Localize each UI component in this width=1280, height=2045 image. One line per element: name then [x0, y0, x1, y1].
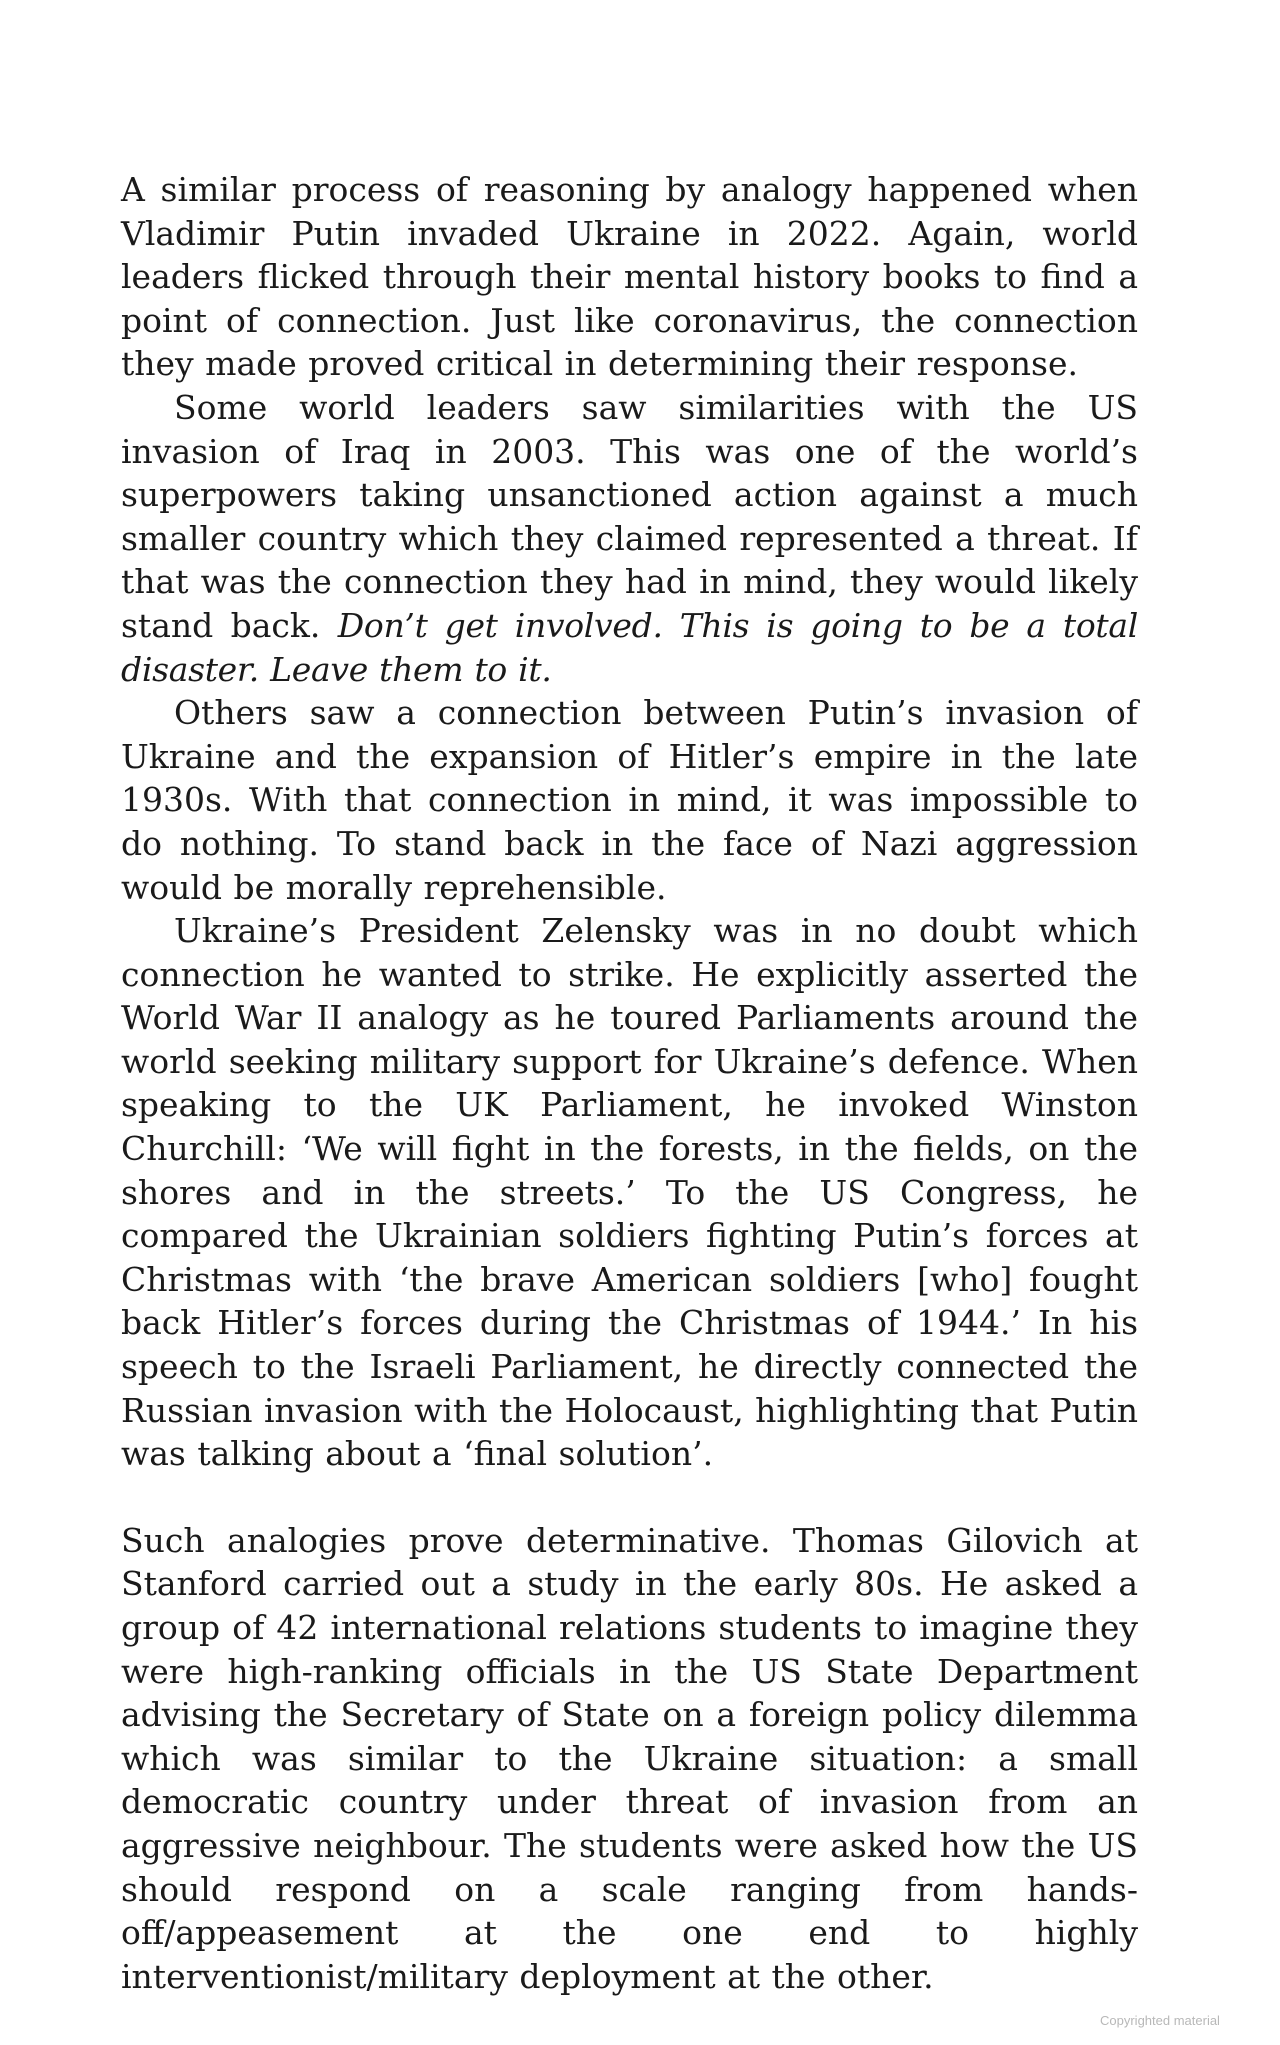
paragraph-putin-analogy [121, 168, 1138, 386]
paragraph-text: A similar process of reasoning by analogy happened when Vladimir Putin invaded Ukraine in 2022. Again, world leaders flicked through their mental history books to find a point of connection. Just like coronavirus, the connection they made proved critical in determining their response. [121, 170, 1138, 384]
paragraph-text: Such analogies prove determinative. Thomas Gilovich at Stanford carried out a study in the early 80s. He asked a group of 42 international relations students to imagine they were high-ranking officials in the US State Department advising the Secretary of State on a foreign policy dilemma which was similar to the Ukraine situation: a small democratic country under threat of invasion from an aggressive neighbour. The students were asked how the US should respond on a scale ranging from hands-off/appeasement at the one end to highly interventionist/military deployment at the other. [121, 1520, 1138, 1996]
paragraph-gilovich-study [121, 1519, 1138, 1999]
paragraph-hitler-comparison [121, 691, 1138, 909]
book-page-body [121, 168, 1138, 1998]
copyright-watermark: Copyrighted material [1100, 2013, 1220, 2028]
paragraph-text: Some world leaders saw similarities with the US invasion of Iraq in 2003. This was one of the world’s superpowers taking unsanctioned action against a much smaller country which they claimed represented a threat. If that was the connection they had in mind, they would likely stand back. [121, 387, 1138, 645]
paragraph-text: Others saw a connection between Putin’s invasion of Ukraine and the expansion of Hitler’s empire in the late 1930s. With that connection in mind, it was impossible to do nothing. To stand back in the face of Nazi aggression would be morally reprehensible. [121, 693, 1138, 907]
paragraph-text: Ukraine’s President Zelensky was in no doubt which connection he wanted to strike. He explicitly asserted the World War II analogy as he toured Parliaments around the world seeking military support for Ukraine’s defence. When speaking to the UK Parliament, he invoked Winston Churchill: ‘We will fight in the forests, in the fields, on the shores and in the streets.’ To the US Congress, he compared the Ukrainian soldiers fighting Putin’s forces at Christmas with ‘the brave American soldiers [who] fought back Hitler’s forces during the Christmas of 1944.’ In his speech to the Israeli Parliament, he directly connected the Russian invasion with the Holocaust, highlighting that Putin was talking about a ‘final solution’. [121, 911, 1138, 1474]
paragraph-zelensky [121, 909, 1138, 1476]
paragraph-italic-thought: Don’t get involved. This is going to be a total disaster. Leave them to it. [121, 605, 1138, 689]
paragraph-iraq-comparison [121, 386, 1138, 691]
